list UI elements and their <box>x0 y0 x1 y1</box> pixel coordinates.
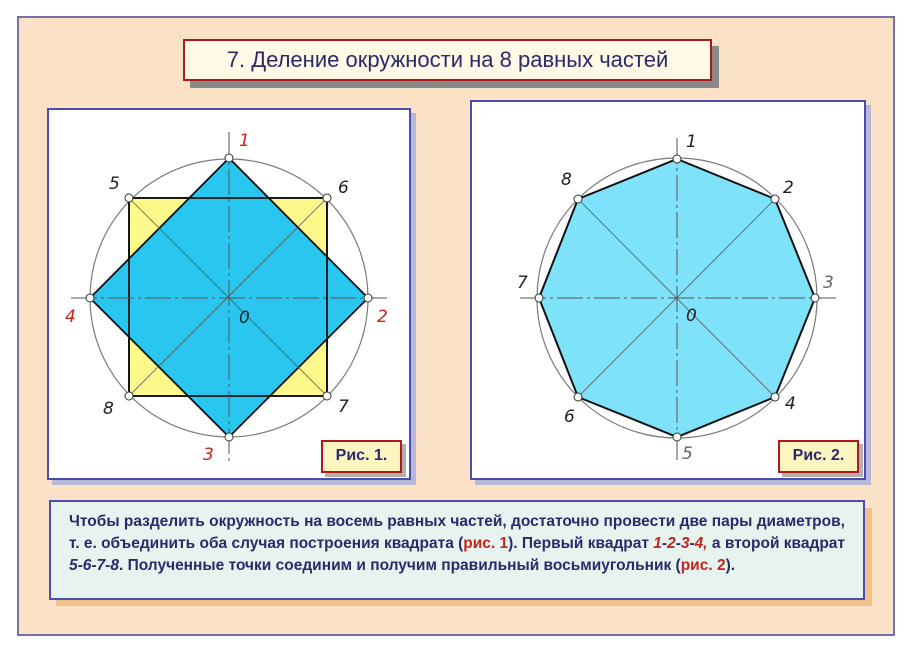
figure-2-drawing <box>472 102 864 478</box>
fig2-point-2-label: 2 <box>783 178 794 198</box>
square-1-dash-3: - <box>689 535 695 552</box>
point-2-marker <box>771 195 779 203</box>
reference-fig-1: рис. 1 <box>463 535 509 552</box>
page-title: 7. Деление окружности на 8 равных частей <box>183 39 712 81</box>
fig1-point-7-label: 7 <box>338 397 349 417</box>
point-7-marker <box>535 294 543 302</box>
fig1-point-3-label: 3 <box>203 445 214 465</box>
figure-2-panel <box>470 100 866 480</box>
fig1-point-6-label: 6 <box>338 178 349 198</box>
fig2-point-1-label: 1 <box>686 132 697 152</box>
figure-1-panel <box>47 108 411 480</box>
fig2-point-7-label: 7 <box>517 273 528 293</box>
square-1-dash-2: - <box>675 535 681 552</box>
point-6-marker <box>323 194 331 202</box>
point-8-marker <box>125 392 133 400</box>
fig1-point-1-label: 1 <box>239 131 250 151</box>
point-7-marker <box>323 392 331 400</box>
point-8-marker <box>574 195 582 203</box>
square-2-points: 5-6-7-8 <box>69 557 119 574</box>
square-1-point-3: 3 <box>680 535 690 552</box>
fig1-point-4-label: 4 <box>65 307 76 327</box>
fig2-center-label: 0 <box>686 306 697 326</box>
square-1-dash-1: - <box>661 535 668 552</box>
fig2-point-5-label: 5 <box>682 444 693 464</box>
description-textbox <box>49 500 865 600</box>
point-3-marker <box>811 294 819 302</box>
fig1-point-2-label: 2 <box>377 307 388 327</box>
reference-fig-2: рис. 2 <box>680 557 726 574</box>
square-1-point-2: 2 <box>667 535 676 552</box>
point-5-marker <box>673 433 681 441</box>
fig2-point-3-label: 3 <box>823 273 834 293</box>
point-4-marker <box>86 294 94 302</box>
point-3-marker <box>225 433 233 441</box>
text-part-4: . Полученные точки соединим и получим правильный восьмиугольник ( <box>118 557 681 574</box>
figure-1-caption: Рис. 1. <box>321 440 402 473</box>
text-part-3: а второй квадрат <box>707 535 846 552</box>
point-6-marker <box>574 393 582 401</box>
point-1-marker <box>673 155 681 163</box>
point-5-marker <box>125 194 133 202</box>
square-1-point-1: 1 <box>653 535 662 552</box>
figure-2-caption: Рис. 2. <box>778 440 859 473</box>
fig1-center-label: 0 <box>239 308 250 328</box>
point-4-marker <box>771 393 779 401</box>
figure-1-drawing <box>49 110 409 478</box>
text-part-2: ). Первый квадрат <box>508 535 654 552</box>
point-1-marker <box>225 154 233 162</box>
square-1-point-4: 4, <box>694 535 708 552</box>
fig2-point-4-label: 4 <box>785 394 796 414</box>
point-2-marker <box>364 294 372 302</box>
fig2-point-6-label: 6 <box>564 407 575 427</box>
text-part-1: Чтобы разделить окружность на восемь равных частей, достаточно провести две пары диаметров, т. е. объединить оба случая построения квадрата ( <box>69 513 845 552</box>
fig1-point-5-label: 5 <box>109 174 120 194</box>
fig2-point-8-label: 8 <box>561 170 572 190</box>
fig1-point-8-label: 8 <box>103 399 114 419</box>
text-part-5: ). <box>725 557 736 574</box>
